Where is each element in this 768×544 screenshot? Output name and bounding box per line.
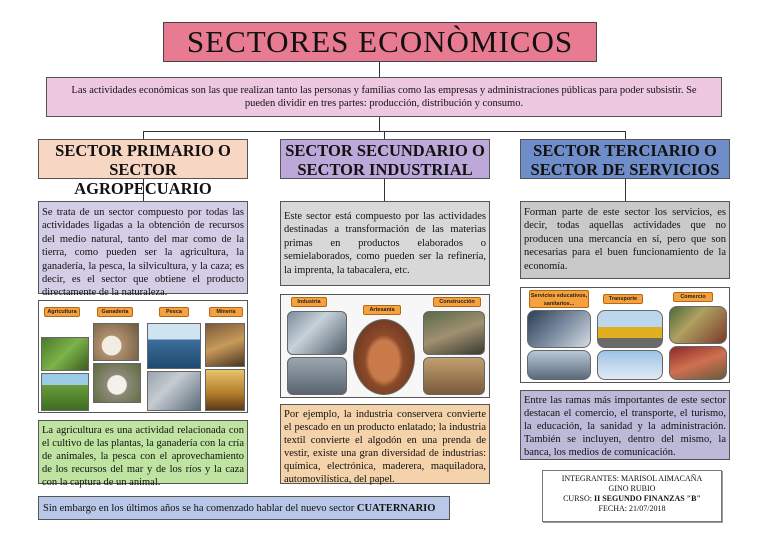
building-photo [423,357,485,395]
truck-photo [597,310,663,348]
tertiary-sector-example: Entre las ramas más importantes de este sector destacan el comercio, el transporte, el turismo, la educación, la sanidad y la administración. También se incluyen, dentro del mismo, la banca, los medios de comunicación. [520,390,730,460]
shop-photo [669,346,727,380]
primary-sector-image [38,300,248,413]
fish-catch-photo [147,371,201,411]
course-value: II SEGUNDO FINANZAS "B" [594,494,701,503]
tag-agricultura: Agricultura [44,307,80,317]
secondary-sector-example: Por ejemplo, la industria conservera convierte el pescado en un producto enlatado; la industria textil convierte el algodón en una prenda de vestir, existe una gran diversidad de industrias: química, electrónica, maderera, maquiladora, automovilística, del papel. [280,404,490,484]
quaternary-highlight: CUATERNARIO [356,503,436,514]
tag-transporte: Transporte [603,294,643,304]
construction-photo [423,311,485,355]
classroom-photo [527,350,591,380]
credits-member-2: GINO RUBIO [608,484,656,493]
miner-photo [205,369,245,411]
tag-mineria: Minería [209,307,243,317]
factory-photo [287,357,347,395]
credits-box [542,470,722,522]
connector-to-tertiary [625,131,626,139]
primary-sector-description: Se trata de un sector compuesto por todas las actividades ligadas a la obtención de recursos del medio natural, tanto del mar como de la tierra, como pueden ser la agricultura, la ganadería, la pesca, la silvicultura, y la caza; es decir, es el sector que obtiene el producto directamente de la naturaleza. [38,201,248,294]
connector-to-secondary [384,131,385,139]
sheep-photo [93,363,141,403]
connector-intro-down [379,117,380,131]
airplane-photo [597,350,663,380]
tag-industria: Industria [291,297,327,307]
field-photo [41,373,89,411]
quaternary-note [38,496,450,520]
tertiary-sector-image [520,287,730,383]
credits-date: FECHA: 21/07/2018 [598,504,666,513]
course-label: CURSO: [563,494,594,503]
tertiary-sector-heading: SECTOR TERCIARIO O SECTOR DE SERVICIOS [520,139,730,179]
connector-to-primary [143,131,144,139]
tag-servicios: Servicios educativos, sanitarios... [529,290,589,308]
services-photo [527,310,591,348]
tertiary-sector-description: Forman parte de este sector los servicios, es decir, todas aquellas actividades que no producen una mercancía en sí, pero que son necesarias para el buen funcionamiento de la economía. [520,201,730,279]
mining-photo [205,323,245,367]
fishing-photo [147,323,201,369]
market-photo [669,306,727,344]
tag-construccion: Construcción [433,297,481,307]
intro-box: Las actividades económicas son las que realizan tanto las personas y familias como las empresas y administraciones públicas para poder subsistir. Se pueden dividir en tres partes: producción, distribución y consumo. [46,77,722,117]
agriculture-photo [41,337,89,371]
pottery-photo [353,319,415,395]
industry-photo [287,311,347,355]
quaternary-text: Sin embargo en los últimos años se ha comenzado hablar del nuevo sector [43,503,357,514]
secondary-sector-description: Este sector está compuesto por las actividades destinadas a transformación de las materias primas en productos elaborados o semielaborados, como pueden ser la refinería, la imprenta, la tabacalera, etc. [280,201,490,286]
tag-ganaderia: Ganadería [97,307,133,317]
credits-members: INTEGRANTES: MARISOL AIMACAÑA [561,474,703,483]
connector-title-intro [379,62,380,77]
primary-sector-example: La agricultura es una actividad relacionada con el cultivo de las plantas, la ganadería con la cría de animales, la pesca con el aprovechamiento de los recursos del mar y de los ríos y la caza con la captura de un animal. [38,420,248,484]
tag-pesca: Pesca [159,307,189,317]
secondary-sector-heading: SECTOR SECUNDARIO O SECTOR INDUSTRIAL [280,139,490,179]
connector-secondary-desc [384,179,385,201]
primary-sector-heading: SECTOR PRIMARIO O SECTOR AGROPECUARIO [38,139,248,179]
livestock-photo [93,323,139,361]
credits-course [543,494,721,504]
tag-comercio: Comercio [673,292,713,302]
tag-artesania: Artesanía [363,305,401,315]
page-title: SECTORES ECONÒMICOS [163,22,597,62]
secondary-sector-image [280,294,490,398]
connector-tertiary-desc [625,179,626,201]
